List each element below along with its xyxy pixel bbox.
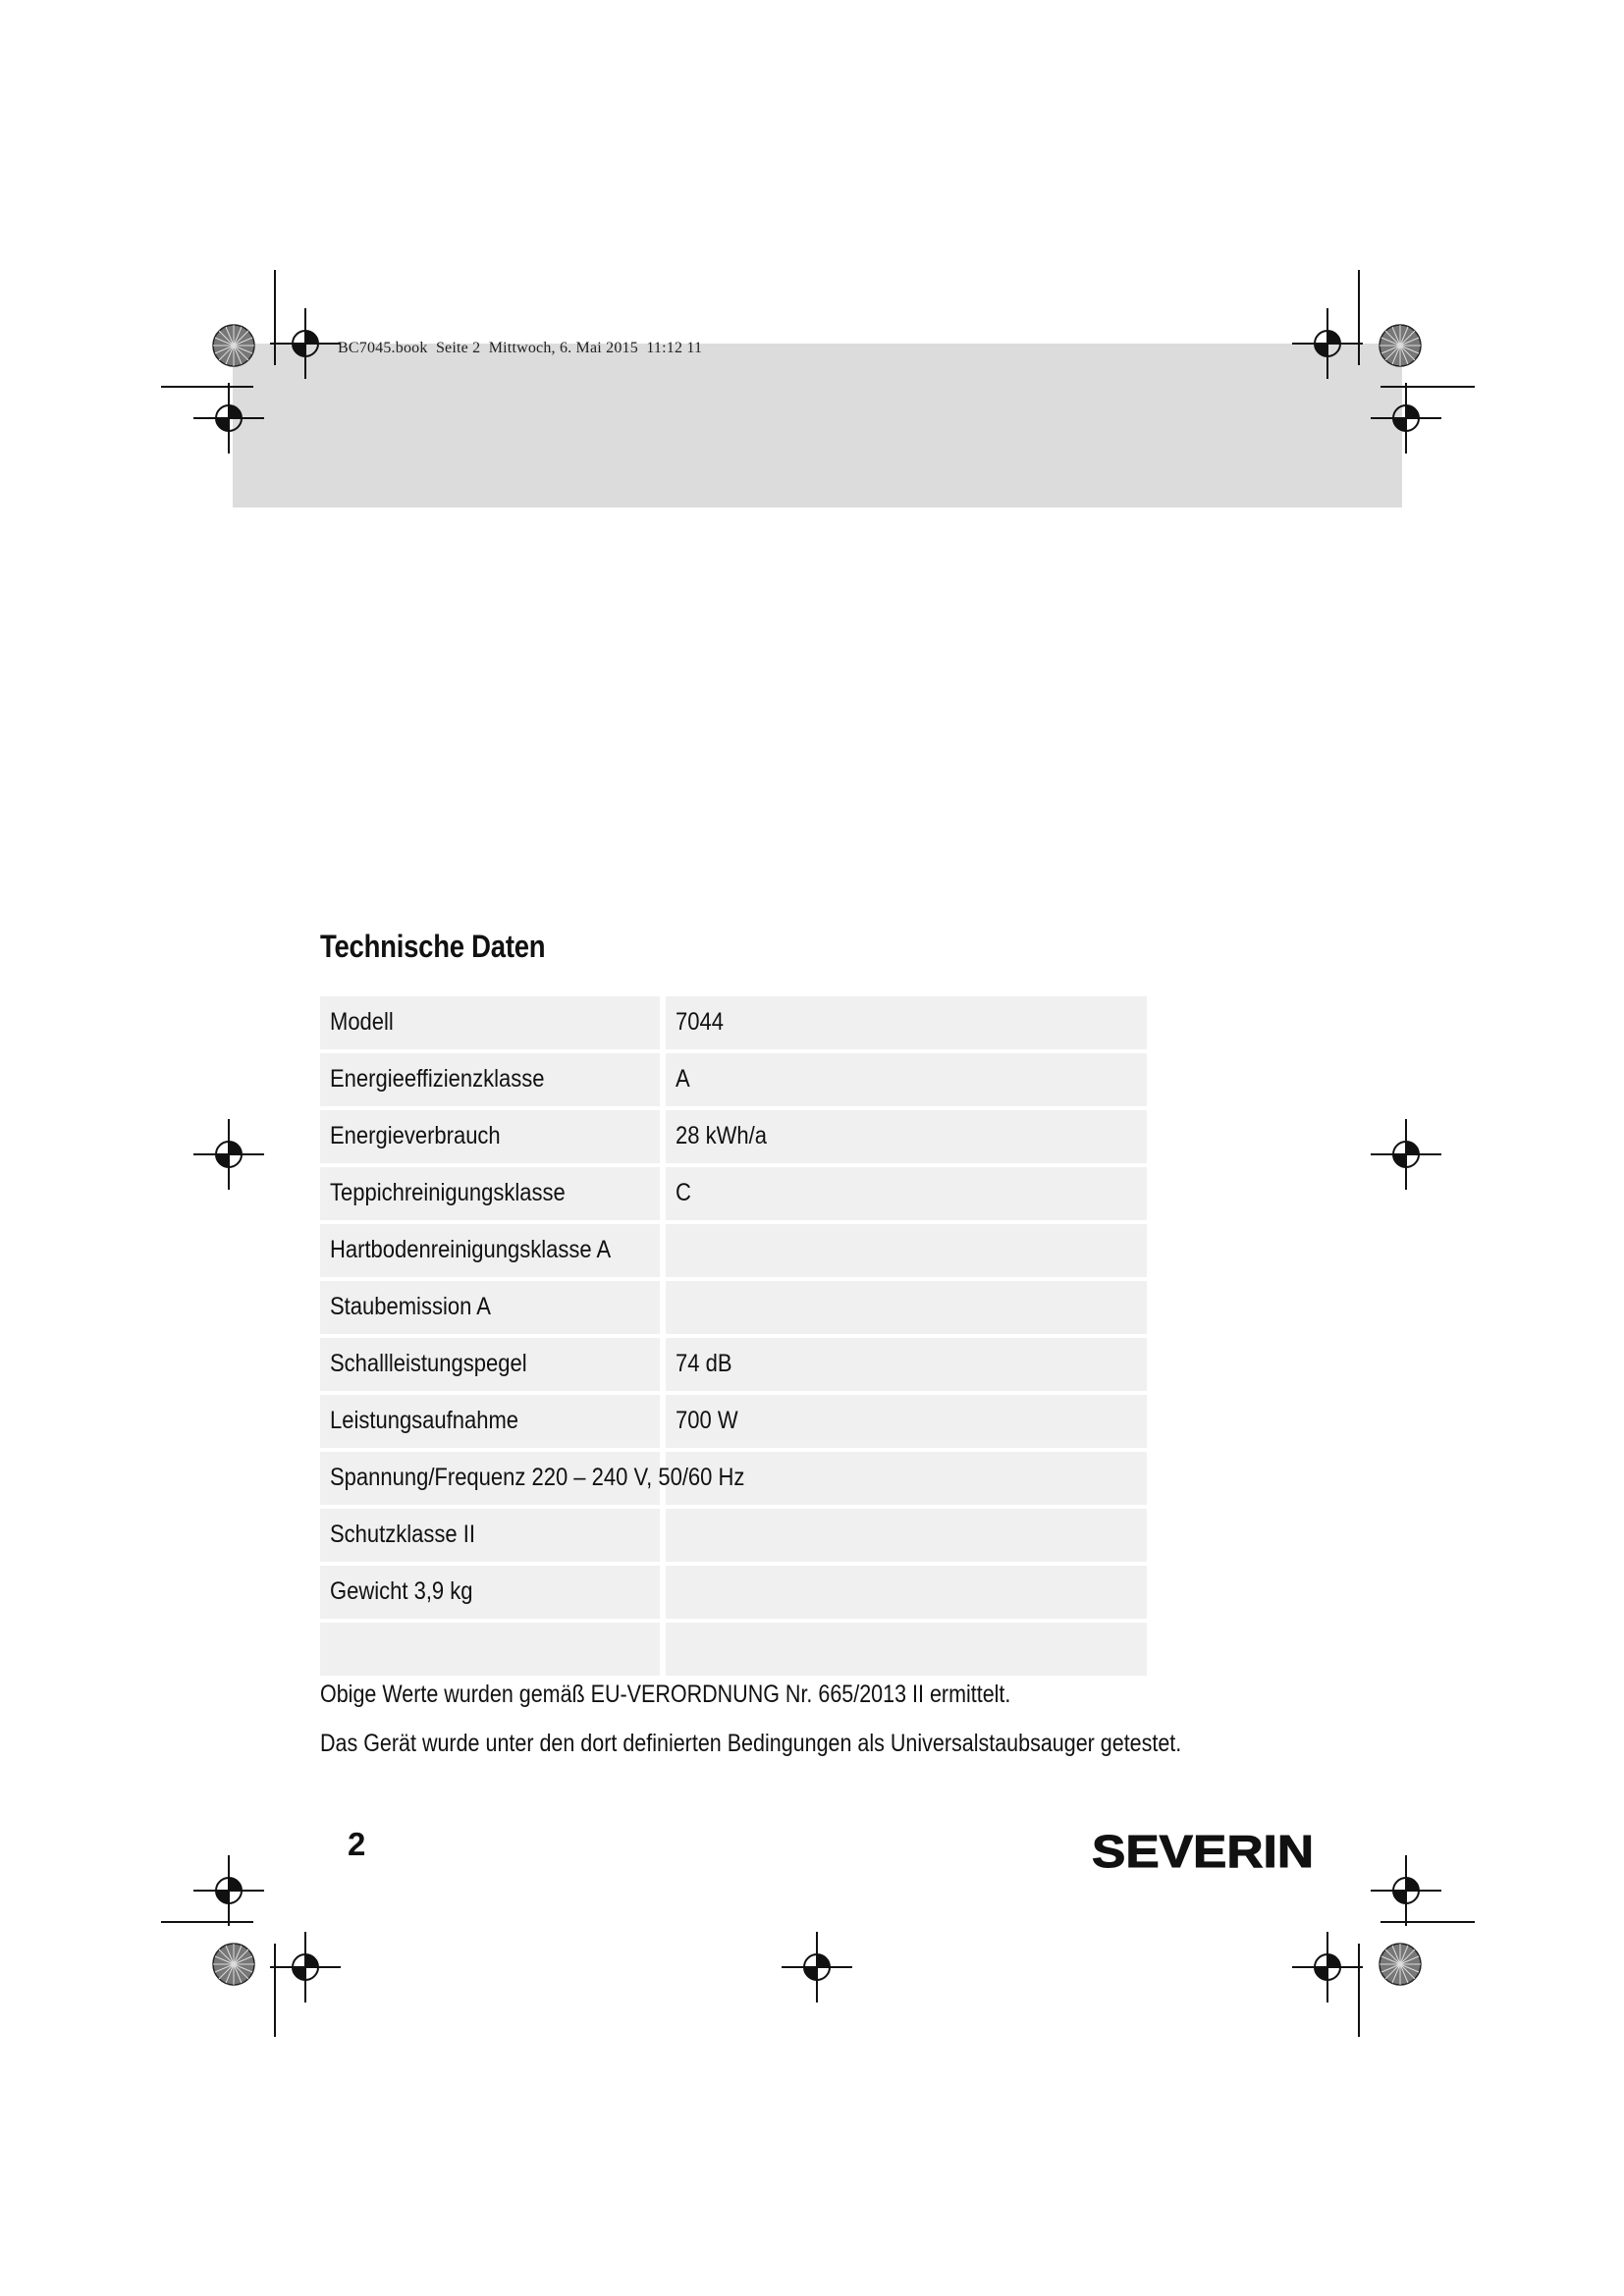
table-row <box>320 1509 1147 1562</box>
brand-logo <box>1092 1828 1318 1877</box>
value-cell <box>666 1281 1147 1334</box>
spec-label: Teppichreinigungsklasse <box>330 1179 566 1206</box>
table-row <box>320 1167 1147 1220</box>
table-row <box>320 996 1147 1049</box>
brand-logo-text: SEVERIN <box>1092 1828 1314 1877</box>
table-row <box>320 1110 1147 1163</box>
spec-label: Schutzklasse II <box>330 1521 475 1548</box>
table-row <box>320 1281 1147 1334</box>
table-row <box>320 1053 1147 1106</box>
label-cell <box>320 1623 660 1676</box>
value-cell <box>666 1167 1147 1220</box>
section-title: Technische Daten <box>320 929 546 964</box>
page-number: 2 <box>348 1826 366 1862</box>
value-cell <box>666 1623 1147 1676</box>
value-cell <box>666 996 1147 1049</box>
spec-value: 7044 <box>676 1008 724 1036</box>
note-test-conditions: Das Gerät wurde unter den dort definierten Bedingungen als Universalstaubsauger getestet. <box>320 1730 1182 1757</box>
spec-label: Gewicht 3,9 kg <box>330 1577 473 1605</box>
spec-label: Hartbodenreinigungsklasse A <box>330 1236 612 1263</box>
table-row <box>320 1452 1147 1505</box>
spec-label: Energieeffizienzklasse <box>330 1065 545 1093</box>
value-cell <box>666 1566 1147 1619</box>
note-regulation: Obige Werte wurden gemäß EU-VERORDNUNG Nr. 665/2013 II ermittelt. <box>320 1681 1011 1708</box>
spec-value: 700 W <box>676 1407 738 1434</box>
table-row <box>320 1395 1147 1448</box>
table-row <box>320 1224 1147 1277</box>
spec-value: A <box>676 1065 690 1093</box>
spec-table <box>320 996 1147 1680</box>
spec-label: Staubemission A <box>330 1293 491 1320</box>
spec-label: Modell <box>330 1008 394 1036</box>
spec-label: Energieverbrauch <box>330 1122 501 1149</box>
spec-label: Schallleistungspegel <box>330 1350 527 1377</box>
table-row <box>320 1338 1147 1391</box>
spec-value: 28 kWh/a <box>676 1122 767 1149</box>
spec-label: Leistungsaufnahme <box>330 1407 519 1434</box>
value-cell <box>666 1338 1147 1391</box>
value-cell <box>666 1509 1147 1562</box>
table-row <box>320 1623 1147 1676</box>
print-info: BC7045.book Seite 2 Mittwoch, 6. Mai 2015 11:12 11 <box>338 340 703 356</box>
spec-value: 74 dB <box>676 1350 732 1377</box>
table-row <box>320 1566 1147 1619</box>
value-cell <box>666 1053 1147 1106</box>
spec-value: C <box>676 1179 691 1206</box>
spec-label: Spannung/Frequenz 220 – 240 V, 50/60 Hz <box>330 1464 745 1491</box>
value-cell <box>666 1224 1147 1277</box>
